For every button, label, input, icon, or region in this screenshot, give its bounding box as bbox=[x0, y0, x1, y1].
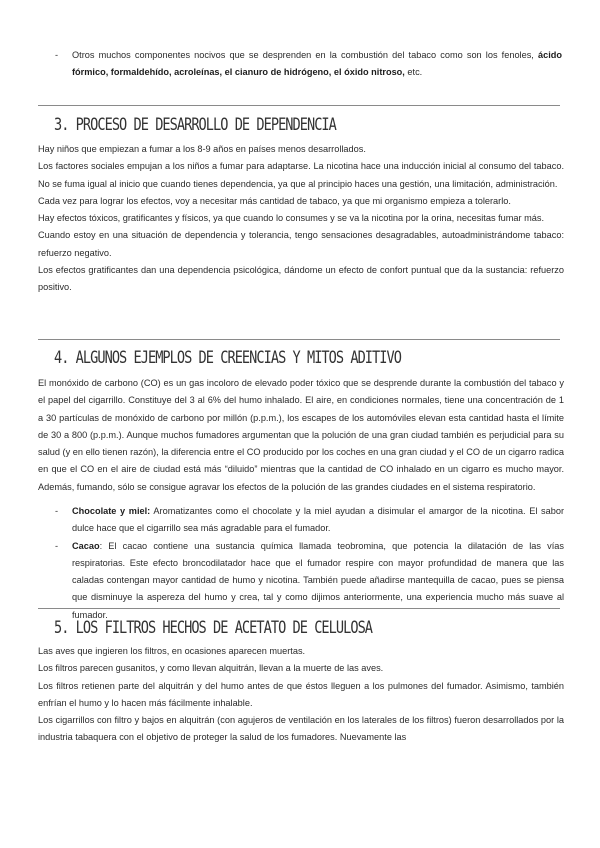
section-3-heading: 3. PROCESO DE DESARROLLO DE DEPENDENCIA bbox=[54, 115, 336, 135]
bullet-dash: - bbox=[55, 50, 59, 60]
section-divider bbox=[38, 105, 560, 106]
section-3-paragraph: Los efectos gratificantes dan una dependencia psicológica, dándome un efecto de confort puntual que da la sustancia: refuerzo positivo. bbox=[38, 265, 564, 293]
section-divider bbox=[38, 608, 560, 609]
list-item bbox=[55, 503, 564, 538]
section-4-paragraph: El monóxido de carbono (CO) es un gas incoloro de elevado poder tóxico que se desprende durante la combustión del tabaco y el papel del cigarrillo. Constituye del 3 al 6% del humo inhalado. El aire, en condiciones normales, tiene una concentración de 1 a 30 partículas de monóxido de carbono por millón (p.p.m.), los escapes de los automóviles elevan esta cantidad hasta el límite de 30 a 800 (p.p.m.). Aunque muchos fumadores argumentan que la polución de una gran ciudad también es perjudicial para su salud (y en ello tienen razón), la diferencia entre el CO producido por los coches en una gran ciudad y el CO de un cigarro radica en que el CO en el aire de ciudad está más “diluido” mientras que la cantidad de CO inhalado en un cigarro es mucho mayor. Además, fumando, sólo se consigue agravar los efectos de la polución de las grandes ciudades en el sistema respiratorio. bbox=[38, 378, 564, 492]
top-bullet-row bbox=[55, 47, 562, 82]
section-3-paragraph: Los factores sociales empujan a los niños a fumar para adaptarse. La nicotina hace una inducción inicial al consumo del tabaco. No se fuma igual al inicio que cuando tienes dependencia, ya que al principio haces una gestión, una limitación, administración. bbox=[38, 161, 564, 189]
section-3-paragraph: Hay efectos tóxicos, gratificantes y físicos, ya que cuando lo consumes y se va la nicotina por la orina, necesitas fumar más. bbox=[38, 213, 545, 224]
section-5-body bbox=[38, 643, 564, 747]
bullet-dash: - bbox=[55, 540, 59, 551]
section-3-paragraph: Cada vez para lograr los efectos, voy a necesitar más cantidad de tabaco, ya que mi organismo empieza a tolerarlo. bbox=[38, 195, 511, 206]
bullet-term: Chocolate y miel: bbox=[72, 506, 151, 516]
top-bullet-tail: etc. bbox=[407, 67, 423, 78]
section-4-heading: 4. ALGUNOS EJEMPLOS DE CREENCIAS Y MITOS ADITIVO bbox=[54, 348, 401, 368]
top-bullet-bold-list: ácido fórmico, formaldehído, acroleínas, el cianuro de hidrógeno, el óxido nitroso, bbox=[72, 50, 562, 78]
section-4-body bbox=[38, 375, 564, 496]
bullet-term: Cacao bbox=[72, 540, 100, 551]
bullet-text: Aromatizantes como el chocolate y la miel ayudan a disimular el amargor de la nicotina. El sabor dulce hace que el cigarrillo sea más agradable para el fumador. bbox=[72, 506, 564, 534]
bullet-dash: - bbox=[55, 506, 59, 516]
section-5-paragraph: Las aves que ingieren los filtros, en ocasiones aparecen muertas. bbox=[38, 646, 306, 656]
section-4-bullets bbox=[55, 503, 564, 624]
section-divider bbox=[38, 339, 560, 340]
section-5-paragraph: Los filtros parecen gusanitos, y como llevan alquitrán, llevan a la muerte de las aves. bbox=[38, 663, 384, 674]
top-bullet bbox=[55, 47, 562, 82]
section-5-paragraph: Los cigarrillos con filtro y bajos en alquitrán (con agujeros de ventilación en los laterales de los filtros) fueron desarrollados por la industria tabaquera con el objetivo de proteger la salud de los fumadores. Nuevamente las bbox=[38, 715, 564, 743]
section-5-heading: 5. LOS FILTROS HECHOS DE ACETATO DE CELULOSA bbox=[54, 618, 373, 638]
top-bullet-text: Otros muchos componentes nocivos que se desprenden en la combustión del tabaco como son los fenoles, bbox=[72, 50, 534, 60]
section-3-body bbox=[38, 141, 564, 297]
list-item bbox=[55, 538, 564, 624]
bullet-text: : El cacao contiene una sustancia química llamada teobromina, que potencia la dilatación de las vías respiratorias. Este efecto broncodilatador hace que el fumador respire con mayor profundidad de manera que las caladas contengan mayor cantidad de humo y nicotina. También puede añadirse mantequilla de cacao, pues se piensa que disminuye la aspereza del humo y crea, tal y como dijimos anteriormente, una experiencia mucho más suave al fumador. bbox=[72, 540, 564, 620]
section-3-paragraph: Hay niños que empiezan a fumar a los 8-9 años en países menos desarrollados. bbox=[38, 144, 366, 154]
section-5-paragraph: Los filtros retienen parte del alquitrán y del humo antes de que éstos lleguen a los pulmones del fumador. Asimismo, también enfrían el humo y lo hacen más fácilmente inhalable. bbox=[38, 680, 564, 708]
section-3-paragraph: Cuando estoy en una situación de dependencia y tolerancia, tengo sensaciones desagradables, autoadministrándome tabaco: refuerzo negativo. bbox=[38, 230, 564, 258]
